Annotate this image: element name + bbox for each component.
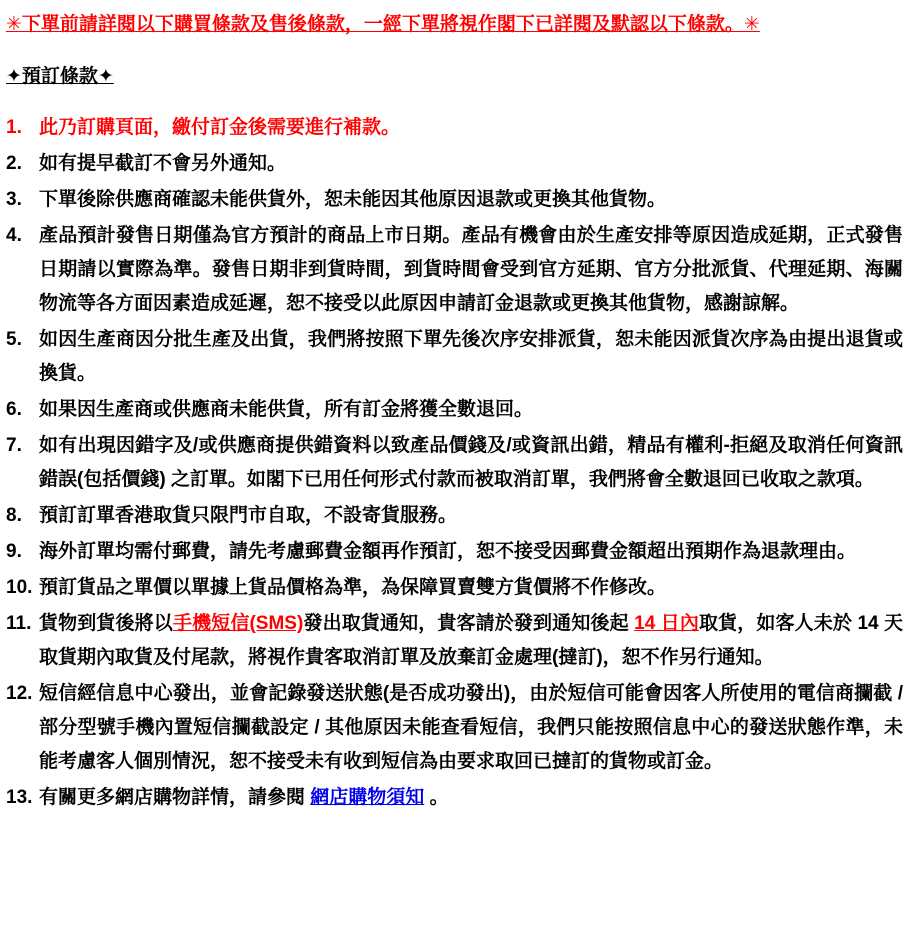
term-item-9 <box>6 535 903 569</box>
term-text <box>39 607 903 675</box>
term-item-1 <box>6 111 903 145</box>
term-text-segment: 有關更多網店購物詳情，請參閱 <box>39 787 311 808</box>
term-item-8 <box>6 499 903 533</box>
term-item-10 <box>6 571 903 605</box>
shop-guide-link[interactable]: 網店購物須知 <box>310 787 425 808</box>
deadline-emphasis-text: 14 日內 <box>634 613 699 634</box>
sms-emphasis-text: 手機短信(SMS) <box>172 613 304 634</box>
term-text: 短信經信息中心發出，並會記錄發送狀態(是否成功發出)，由於短信可能會因客人所使用的電信商攔截 / 部分型號手機內置短信攔截設定 / 其他原因未能查看短信，我們只能按照信息中心的發送狀態作準，未能考慮客人個別情況，恕不接受未有收到短信為由要求取回已撻訂的貨物或訂金。 <box>39 683 903 772</box>
pre-order-warning-notice: ✳下單前請詳閱以下購買條款及售後條款，一經下單將視作閣下已詳閱及默認以下條款。✳ <box>6 14 760 35</box>
term-number: 10. <box>6 577 33 598</box>
term-number: 1. <box>6 117 22 138</box>
term-number: 13. <box>6 787 33 808</box>
term-item-5 <box>6 323 903 391</box>
term-text-segment: 貨物到貨後將以 <box>39 613 173 634</box>
term-item-7 <box>6 429 903 497</box>
term-number: 9. <box>6 541 22 562</box>
term-text: 產品預計發售日期僅為官方預計的商品上市日期。產品有機會由於生產安排等原因造成延期，正式發售日期請以實際為準。發售日期非到貨時間，到貨時間會受到官方延期、官方分批派貨、代理延期、海關物流等各方面因素造成延遲，恕不接受以此原因申請訂金退款或更換其他貨物，感謝諒解。 <box>39 225 903 314</box>
section-title-preorder-terms: ✦預訂條款✦ <box>6 66 114 87</box>
term-number: 7. <box>6 435 22 456</box>
term-number: 12. <box>6 683 33 704</box>
term-text: 如有出現因錯字及/或供應商提供錯資料以致產品價錢及/或資訊出錯，精品有權利-拒絕及取消任何資訊錯誤(包括價錢) 之訂單。如閣下已用任何形式付款而被取消訂單，我們將會全數退回已收取之款項。 <box>39 435 903 490</box>
term-item-4 <box>6 219 903 321</box>
term-item-6 <box>6 393 903 427</box>
term-text: 如有提早截訂不會另外通知。 <box>39 153 287 174</box>
term-item-12 <box>6 677 903 779</box>
term-number: 5. <box>6 329 22 350</box>
term-text-segment: 。 <box>424 787 449 808</box>
term-number: 4. <box>6 225 22 246</box>
term-item-13 <box>6 781 903 815</box>
term-text: 預訂貨品之單價以單據上貨品價格為準，為保障買賣雙方貨價將不作修改。 <box>39 577 667 598</box>
term-text: 海外訂單均需付郵費，請先考慮郵費金額再作預訂，恕不接受因郵費金額超出預期作為退款理由。 <box>39 541 857 562</box>
terms-list <box>6 111 903 815</box>
term-number: 2. <box>6 153 22 174</box>
term-number: 8. <box>6 505 22 526</box>
term-item-2 <box>6 147 903 181</box>
term-text-segment: 發出取貨通知，貴客請於發到通知後起 <box>303 613 635 634</box>
term-text: 如果因生產商或供應商未能供貨，所有訂金將獲全數退回。 <box>39 399 534 420</box>
term-number: 3. <box>6 189 22 210</box>
term-text <box>39 781 903 815</box>
term-text: 如因生產商因分批生產及出貨，我們將按照下單先後次序安排派貨，恕未能因派貨次序為由提出退貨或換貨。 <box>39 329 903 384</box>
term-number: 11. <box>6 613 32 634</box>
term-text-segment: 取貨，如客人未於 14 天取貨期內取貨及付尾款，將視作貴客取消訂單及放棄訂金處理(撻訂)，恕不作另行通知。 <box>39 613 903 668</box>
term-item-11 <box>6 607 903 675</box>
term-text: 下單後除供應商確認未能供貨外，恕未能因其他原因退款或更換其他貨物。 <box>39 189 667 210</box>
term-text: 此乃訂購頁面，繳付訂金後需要進行補款。 <box>39 117 401 138</box>
term-item-3 <box>6 183 903 217</box>
term-text: 預訂訂單香港取貨只限門市自取，不設寄貨服務。 <box>39 505 458 526</box>
term-number: 6. <box>6 399 22 420</box>
